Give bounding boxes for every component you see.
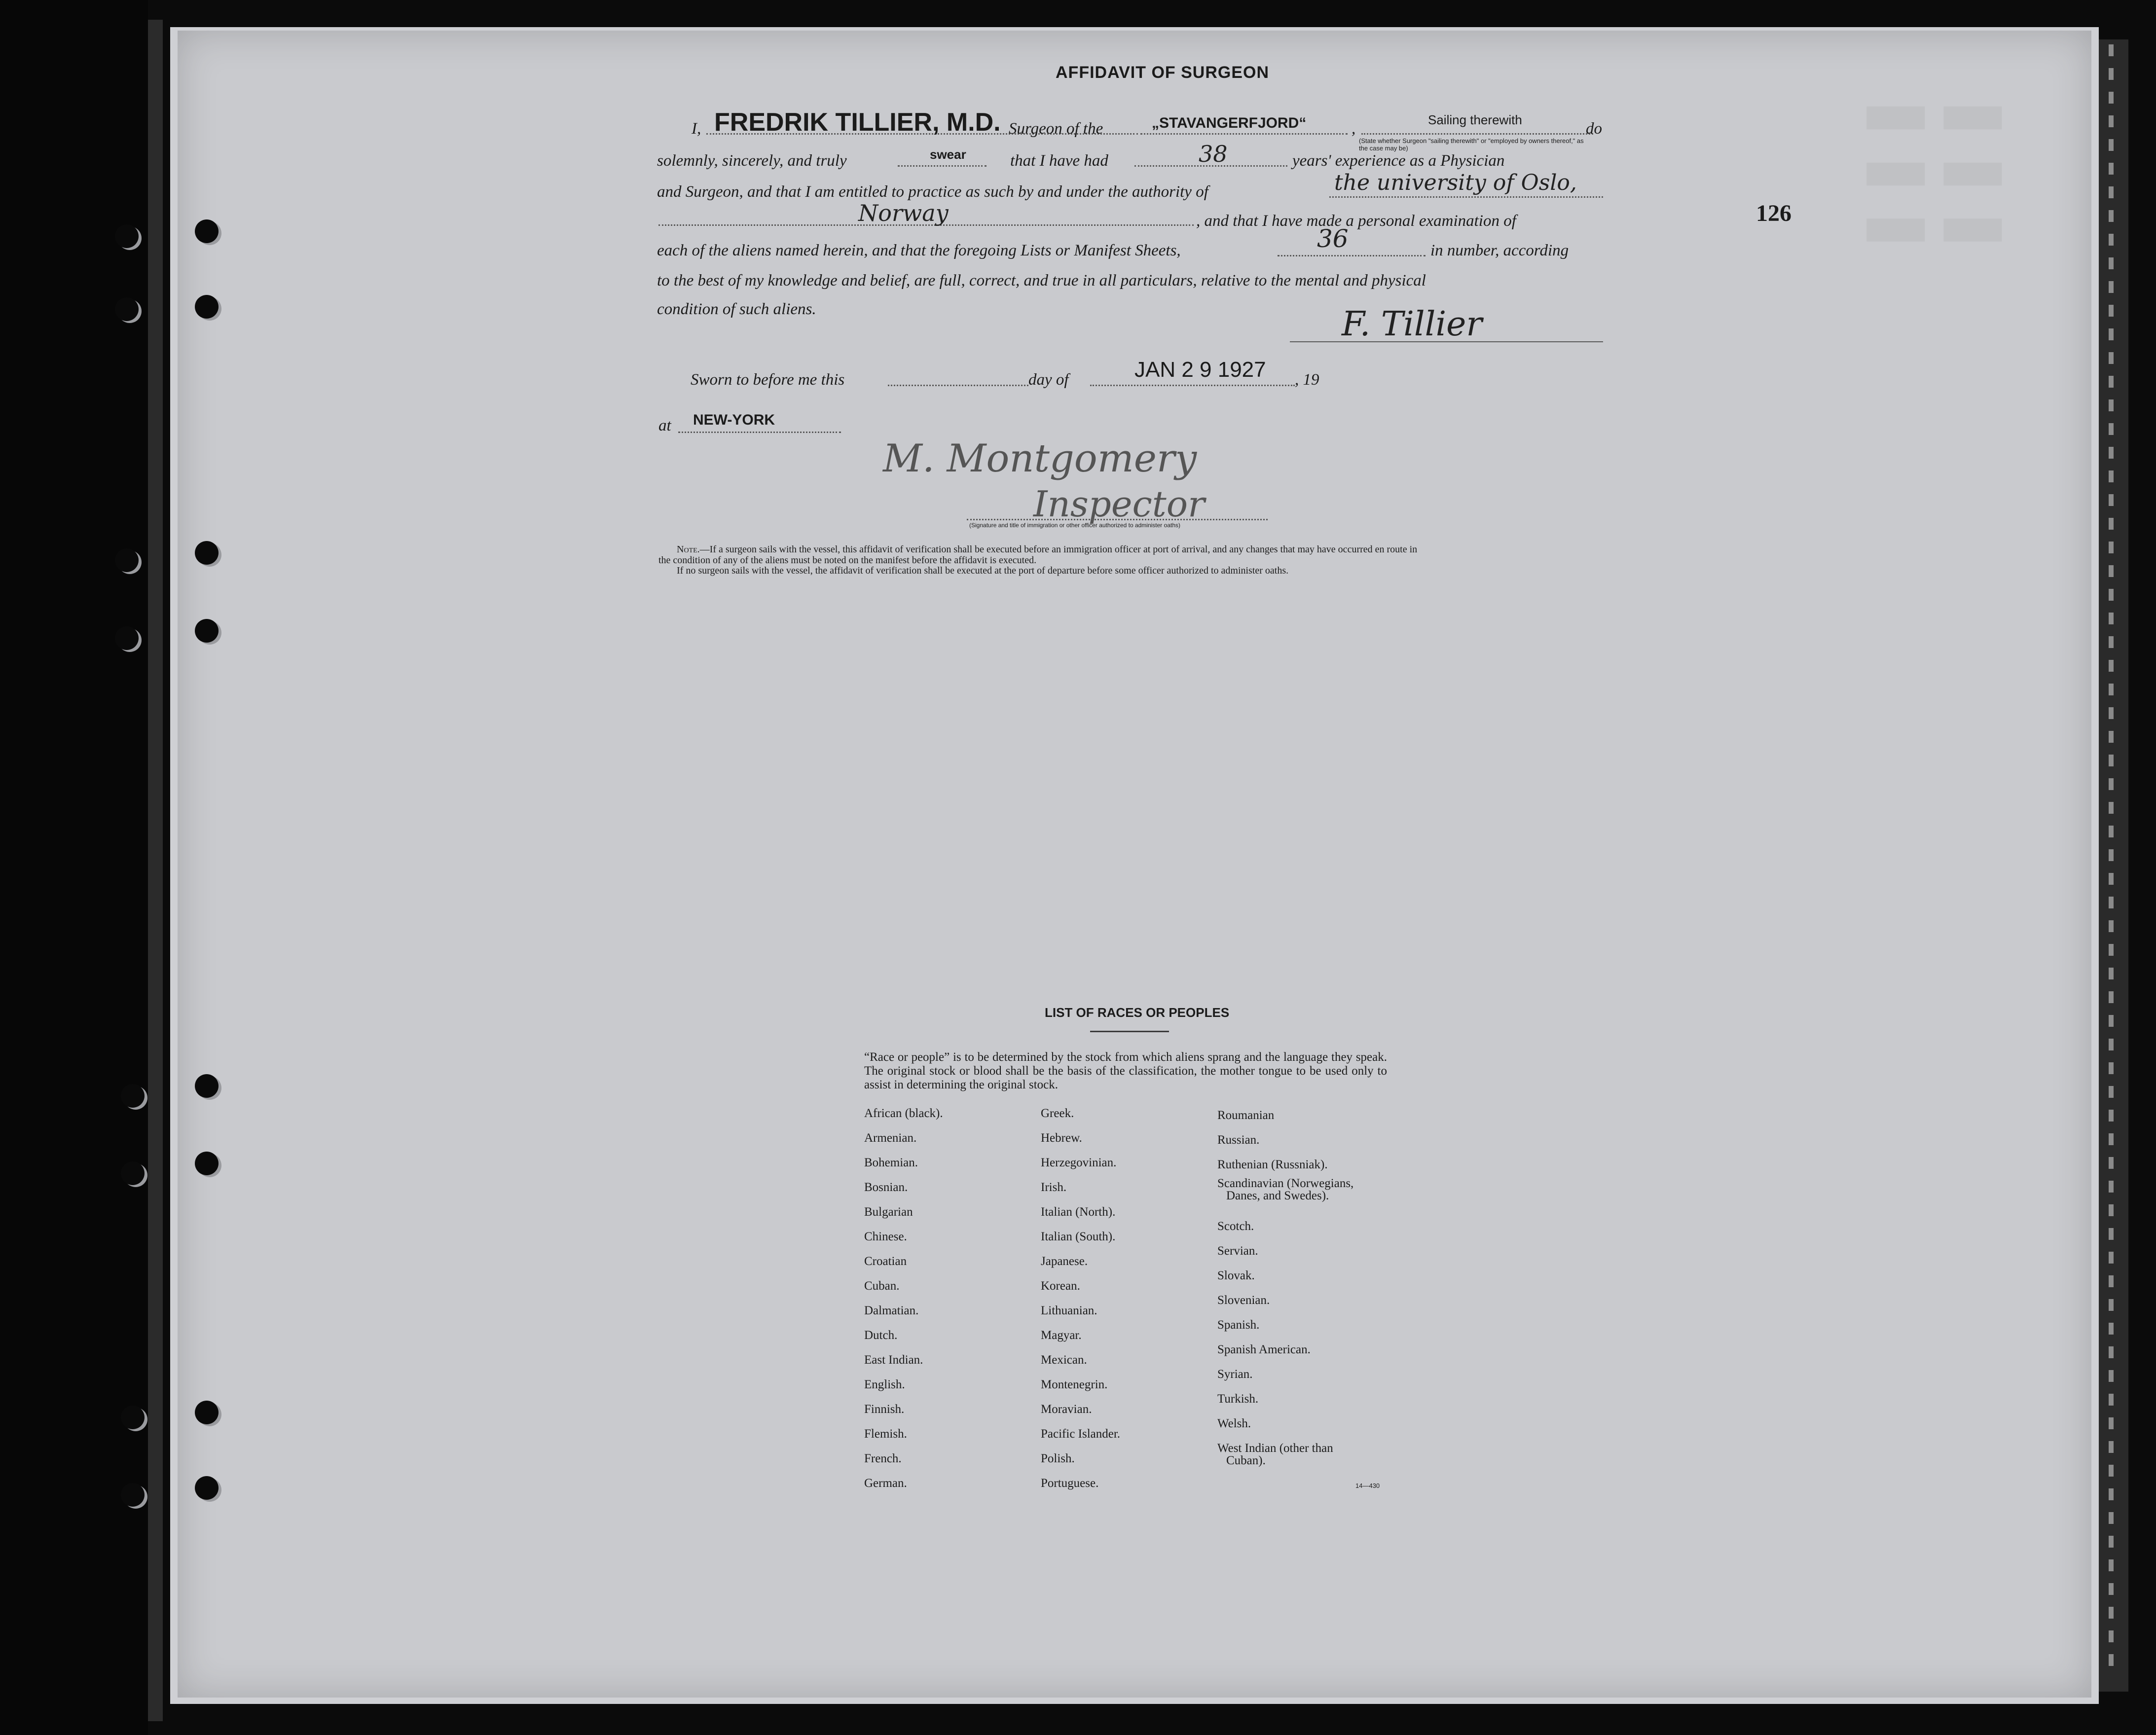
affidavit-text: that I have had <box>1010 152 1108 170</box>
binder-hole <box>195 1476 219 1500</box>
vessel-name: „STAVANGERFJORD“ <box>1152 115 1307 131</box>
binder-hole <box>195 1152 219 1175</box>
race-item: Magyar. <box>1041 1329 1082 1342</box>
licensing-authority: the university of Oslo, <box>1334 170 1577 195</box>
race-item: Flemish. <box>864 1427 907 1441</box>
status-instruction: (State whether Surgeon "sailing therewith" or "employed by owners thereof," as the case may be) <box>1359 137 1584 152</box>
race-item: Montenegrin. <box>1041 1378 1108 1391</box>
binder-hole <box>195 619 219 643</box>
note-line-3: If no surgeon sails with the vessel, the affidavit of verification shall be executed at the port of departure before some officer authorized to administer oaths. <box>677 565 1289 576</box>
race-item: Armenian. <box>864 1131 917 1145</box>
page-right-edge <box>2099 39 2128 1692</box>
race-item: Russian. <box>1217 1133 1260 1147</box>
race-item: French. <box>864 1452 902 1465</box>
page-number: 126 <box>1756 200 1791 226</box>
binder-hole <box>195 295 219 319</box>
affidavit-text: , 19 <box>1295 371 1319 389</box>
page-right-perforation <box>2109 44 2114 1672</box>
affidavit-text: years' experience as a Physician <box>1292 152 1505 170</box>
binder-hole <box>115 224 139 248</box>
document-title: AFFIDAVIT OF SURGEON <box>1056 63 1270 82</box>
page-left-edge <box>148 20 163 1721</box>
race-item: Roumanian <box>1217 1109 1275 1122</box>
race-item: German. <box>864 1477 907 1490</box>
affidavit-text: in number, according <box>1430 242 1569 259</box>
oath-type: swear <box>930 147 966 162</box>
race-item: Scandinavian (Norwegians, <box>1217 1177 1354 1190</box>
affidavit-text: condition of such aliens. <box>657 300 816 318</box>
race-item: Korean. <box>1041 1279 1080 1293</box>
race-item: Spanish American. <box>1217 1343 1311 1356</box>
note-label: Note. <box>677 544 700 555</box>
fill-line <box>888 385 1028 386</box>
divider <box>1090 1031 1169 1032</box>
race-item: Welsh. <box>1217 1417 1251 1430</box>
bleed-through-numerals: ☷ <box>1855 78 2014 277</box>
fill-line <box>1361 133 1593 135</box>
affidavit-prefix: I, <box>692 120 701 138</box>
fill-line <box>898 165 987 167</box>
races-column-2 <box>1041 1101 1120 1496</box>
officer-caption: (Signature and title of immigration or other officer authorized to administer oaths) <box>969 522 1180 529</box>
binder-hole <box>195 541 219 565</box>
affidavit-text: at <box>658 417 671 434</box>
race-item: English. <box>864 1378 905 1391</box>
date-stamp: JAN 2 9 1927 <box>1134 358 1266 382</box>
surgeon-status: Sailing therewith <box>1428 112 1522 127</box>
race-item: Danes, and Swedes). <box>1226 1189 1329 1202</box>
race-item: Herzegovinian. <box>1041 1156 1117 1169</box>
race-item: Scotch. <box>1217 1220 1254 1233</box>
binder-hole <box>195 219 219 243</box>
race-item: West Indian (other than <box>1217 1442 1333 1455</box>
note-line-2: the condition of any of the aliens must be noted on the manifest before the affidavit is executed. <box>658 555 1037 566</box>
binder-hole <box>115 548 139 572</box>
race-item: East Indian. <box>864 1353 923 1367</box>
race-item: Polish. <box>1041 1452 1075 1465</box>
race-item: Ruthenian (Russniak). <box>1217 1158 1328 1171</box>
races-title: LIST OF RACES OR PEOPLES <box>1045 1005 1230 1020</box>
races-column-3 <box>1217 1103 1353 1467</box>
race-item: Bosnian. <box>864 1181 908 1194</box>
binder-hole <box>195 1074 219 1098</box>
fill-line <box>1090 385 1295 386</box>
race-item: Hebrew. <box>1041 1131 1082 1145</box>
affidavit-text: to the best of my knowledge and belief, are full, correct, and true in all particulars, relative to the mental and physical <box>657 272 1426 289</box>
binder-hole <box>115 297 139 321</box>
scan-border <box>0 0 148 1735</box>
affidavit-text: day of <box>1028 371 1069 389</box>
race-item: African (black). <box>864 1107 943 1120</box>
fill-line <box>1329 196 1603 198</box>
race-item: Servian. <box>1217 1244 1258 1258</box>
race-item: Italian (South). <box>1041 1230 1116 1243</box>
race-item: Dalmatian. <box>864 1304 919 1317</box>
binder-hole <box>121 1483 145 1507</box>
place-of-oath: NEW-YORK <box>693 412 775 428</box>
officer-title: Inspector <box>1033 483 1205 525</box>
race-item: Finnish. <box>864 1403 905 1416</box>
fill-line <box>967 519 1268 520</box>
officer-signature: M. Montgomery <box>883 436 1197 481</box>
form-number: 14—430 <box>1355 1482 1380 1489</box>
race-item: Cuban. <box>864 1279 900 1293</box>
affidavit-text: do <box>1586 120 1602 138</box>
affidavit-text: , <box>1352 120 1356 138</box>
race-item: Pacific Islander. <box>1041 1427 1121 1441</box>
note-text: —If a surgeon sails with the vessel, this affidavit of verification shall be executed before an immigration officer at port of arrival, and any changes that may have occurred en route in <box>699 544 1418 555</box>
race-item: Italian (North). <box>1041 1205 1116 1219</box>
races-column-1 <box>864 1101 943 1496</box>
surgeon-name: FREDRIK TILLIER, M.D. <box>714 108 1001 137</box>
affidavit-text: , and that I have made a personal examination of <box>1196 212 1516 230</box>
race-item: Slovak. <box>1217 1269 1255 1282</box>
race-item: Cuban). <box>1226 1454 1266 1467</box>
affidavit-text: each of the aliens named herein, and that the foregoing Lists or Manifest Sheets, <box>657 242 1181 259</box>
binder-hole <box>121 1084 145 1108</box>
fill-line <box>1140 133 1348 135</box>
affidavit-text: and Surgeon, and that I am entitled to practice as such by and under the authority of <box>657 183 1208 201</box>
race-item: Mexican. <box>1041 1353 1087 1367</box>
note-line-1 <box>677 544 1417 555</box>
race-item: Dutch. <box>864 1329 898 1342</box>
surgeon-signature: F. Tillier <box>1342 305 1482 344</box>
race-item: Irish. <box>1041 1181 1067 1194</box>
race-item: Moravian. <box>1041 1403 1092 1416</box>
race-item: Syrian. <box>1217 1368 1253 1381</box>
binder-hole <box>121 1406 145 1429</box>
race-item: Lithuanian. <box>1041 1304 1097 1317</box>
affidavit-text: solemnly, sincerely, and truly <box>657 152 847 170</box>
affidavit-text: Surgeon of the <box>1009 120 1103 138</box>
race-item: Chinese. <box>864 1230 907 1243</box>
race-item: Bohemian. <box>864 1156 918 1169</box>
fill-line <box>1278 255 1425 256</box>
race-item: Croatian <box>864 1255 907 1268</box>
binder-hole <box>121 1161 145 1185</box>
manifest-sheet-count: 36 <box>1317 224 1349 253</box>
race-item: Greek. <box>1041 1107 1074 1120</box>
race-item: Spanish. <box>1217 1318 1260 1332</box>
race-item: Bulgarian <box>864 1205 913 1219</box>
race-item: Slovenian. <box>1217 1294 1270 1307</box>
fill-line <box>678 432 841 433</box>
races-intro: “Race or people” is to be determined by the stock from which aliens sprang and the language they speak. The original stock or blood shall be the basis of the classification, the mother tongue to be used only to assist in determining the original stock. <box>864 1050 1387 1091</box>
race-item: Turkish. <box>1217 1392 1259 1406</box>
years-experience: 38 <box>1199 141 1228 167</box>
race-item: Portuguese. <box>1041 1477 1099 1490</box>
binder-hole <box>115 626 139 650</box>
binder-hole <box>195 1401 219 1424</box>
race-item: Japanese. <box>1041 1255 1088 1268</box>
affidavit-text: Sworn to before me this <box>691 371 845 389</box>
authority-country: Norway <box>858 200 949 226</box>
